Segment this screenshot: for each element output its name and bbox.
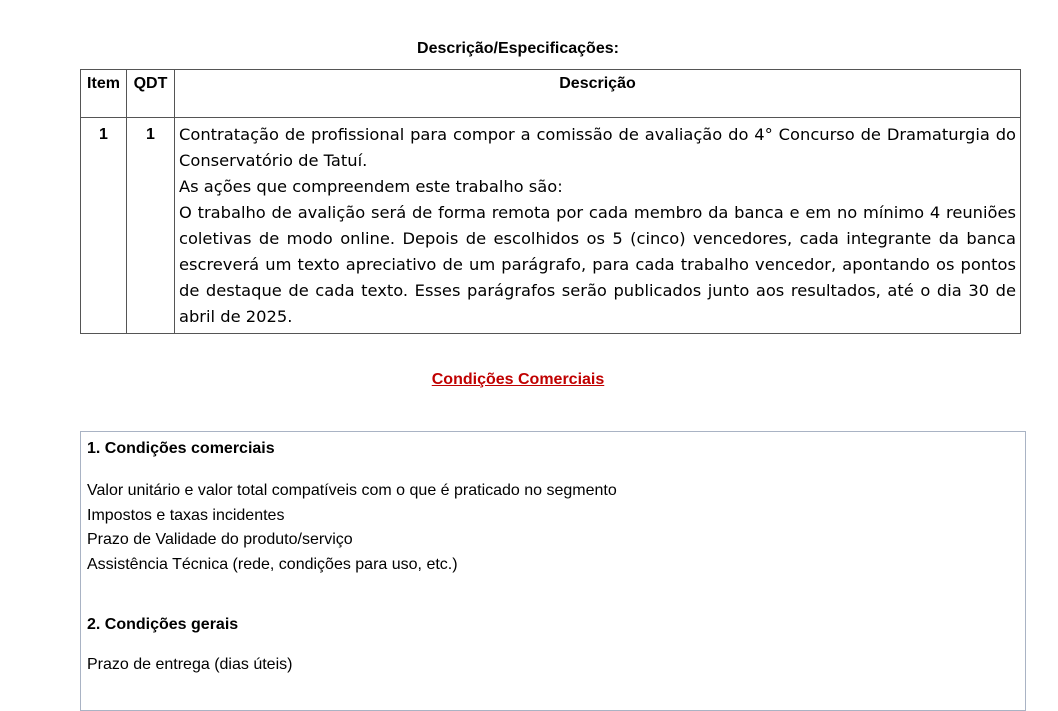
conditions-list [87,479,1019,577]
general-conditions-section [87,614,1019,678]
column-header-qdt: QDT [127,70,175,118]
list-item: Prazo de Validade do produto/serviço [87,531,353,548]
section-title: 2. Condições gerais [87,616,239,633]
column-header-item: Item [81,70,127,118]
list-item: Prazo de entrega (dias úteis) [87,656,293,673]
table-header-row [81,70,1021,118]
description-cell [175,118,1021,334]
commercial-conditions-heading: Condições Comerciais [431,371,605,388]
table-row [81,118,1021,334]
item-number-cell: 1 [81,118,127,334]
list-item: Impostos e taxas incidentes [87,506,285,524]
specification-table [80,69,1021,334]
section-title: 1. Condições comerciais [87,440,275,457]
description-paragraph: O trabalho de avalição será de forma remota por cada membro da banca e em no mínimo 4 reuniões coletivas de modo online. Depois de escolhidos os 5 (cinco) vencedores, cada integrante da banca escreverá um texto apreciativo de um parágrafo, para cada trabalho vencedor, apontando os pontos de destaque de cada texto. Esses parágrafos serão publicados junto aos resultados, até o dia 30 de abril de 2025. [179,203,1016,326]
column-header-description: Descrição [175,70,1021,118]
conditions-list [87,653,1019,678]
list-item: Assistência Técnica (rede, condições para uso, etc.) [87,555,458,573]
description-paragraph: Contratação de profissional para compor a comissão de avaliação do 4° Concurso de Dramaturgia do Conservatório de Tatuí. [179,125,1016,170]
commercial-conditions-section [87,438,1019,577]
description-paragraph: As ações que compreendem este trabalho são: [179,177,563,196]
list-item: Valor unitário e valor total compatíveis com o que é praticado no segmento [87,482,617,499]
quantity-cell: 1 [127,118,175,334]
page-title: Descrição/Especificações: [417,40,619,57]
conditions-box [80,431,1026,711]
